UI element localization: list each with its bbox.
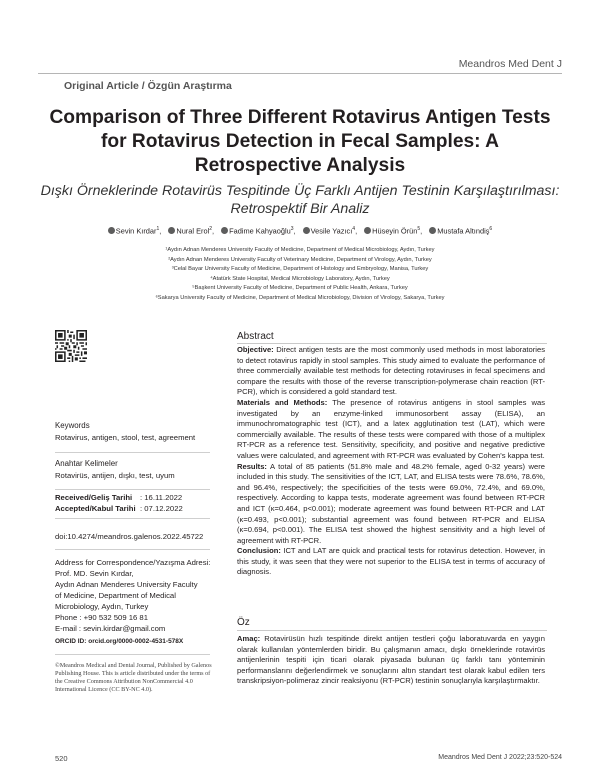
abstract-rule — [237, 343, 547, 344]
doi[interactable]: doi:10.4274/meandros.galenos.2022.45722 — [55, 532, 204, 541]
affiliation: ⁶Sakarya University Faculty of Medicine, Department of Medical Microbiology, Division of Virology, Sakarya, Turkey — [155, 294, 445, 301]
correspondence-email[interactable]: E-mail : sevin.kirdar@gmail.com — [55, 624, 166, 633]
divider — [55, 549, 210, 550]
author-name: Sevin Kırdar — [115, 226, 157, 236]
conclusion-text: ICT and LAT are quick and practical tests for rotavirus detection. However, in this study, it was seen that they were not superior to the ELISA test in terms of accuracy of diagnosis. — [237, 546, 545, 577]
oz-rule — [237, 630, 547, 631]
results-label: Results: — [237, 461, 267, 471]
accepted-label: Accepted/Kabul Tarihi — [55, 504, 136, 513]
divider — [55, 452, 210, 453]
correspondence — [55, 557, 225, 634]
conclusion-label: Conclusion: — [237, 546, 281, 556]
anahtar-kelimeler-heading: Anahtar Kelimeler — [55, 459, 118, 468]
divider — [55, 654, 210, 655]
correspondence-line: of Medicine, Department of Medical — [55, 591, 176, 600]
correspondence-line: Aydın Adnan Menderes University Faculty — [55, 580, 198, 589]
author-affil-mark: 6 — [489, 226, 493, 232]
results-text: A total of 85 patients (51.8% male and 48.2% female, aged 0-32 years) were included in this study. The sensitivities of the ICT, LAT, and ELISA tests were 78.6%, 78.6%, and 96.4%, respectively; the specificities of the tests were 69.0%, 72.4%, and 69.0%, respectively. According to kappa tests, moderate agreement was found between RT-PCR and ICT (κ=0.464, p<0.001); moderate agreement was found between RT-PCR and LAT (κ=0.493, p<0.001); substantial agreement was found between RT-PCR and ELISA (κ=0.694, p<0.001). The ELISA test showed the highest sensitivity and a high level of agreement with RT-PCR. — [237, 461, 545, 545]
received-date: : 16.11.2022 — [140, 493, 183, 502]
author-affil-mark: 1 — [156, 226, 160, 232]
orcid-id[interactable]: ORCID ID: orcid.org/0000-0002-4531-578X — [55, 638, 184, 645]
author-affil-mark: 3 — [290, 226, 294, 232]
article-title-turkish: Dışkı Örneklerinde Rotavirüs Tespitinde Üç Farklı Antijen Testinin Karşılaştırılması: Retrospektif Bir Analiz — [40, 183, 560, 217]
affiliations — [40, 246, 560, 303]
keywords-text: Rotavirus, antigen, stool, test, agreement — [55, 433, 196, 442]
article-dates — [55, 492, 225, 514]
objective-text: Direct antigen tests are the most commonly used methods in most laboratories to detect rotavirus rapidly in stool samples. This study aimed to evaluate the performance of three commercially available test methods for detecting rotaviruses in fecal specimens and compare the results with those of the reverse transcription-polymerase chain reaction (RT-PCR), which is considered a gold standard test. — [237, 345, 545, 397]
orcid-icon[interactable] — [221, 227, 228, 234]
abstract-conclusion — [237, 546, 545, 578]
qr-code-icon[interactable] — [55, 330, 87, 362]
affiliation: ³Celal Bayar University Faculty of Medicine, Department of Histology and Embryology, Manisa, Turkey — [171, 266, 429, 272]
objective-label: Objective: — [237, 345, 274, 354]
abstract-body — [237, 345, 545, 578]
correspondence-phone: Phone : +90 532 509 16 81 — [55, 613, 148, 622]
oz-heading: Öz — [237, 617, 250, 628]
author-name: Vesile Yazıcı — [310, 226, 353, 236]
author-affil-mark: 2 — [209, 226, 212, 232]
author-list: Sevin Kırdar$^1$, Nural Erol$^2$, Fadime Kahyaoğlu$^3$, Vesile Yazıcı$^4$, Hüseyin Örün$^5$, Mustafa Altındiş$^6$ — [40, 226, 560, 235]
author-name: Mustafa Altındiş — [437, 226, 490, 236]
journal-name: Meandros Med Dent J — [458, 58, 562, 70]
affiliation: ¹Aydın Adnan Menderes University Faculty of Medicine, Department of Medical Microbiology, Aydın, Turkey — [165, 247, 435, 253]
anahtar-kelimeler-text: Rotavirüs, antijen, dışkı, test, uyum — [55, 471, 175, 480]
orcid-icon[interactable] — [303, 227, 310, 234]
correspondence-line: Prof. MD. Sevin Kırdar, — [55, 569, 134, 578]
correspondence-heading: Address for Correspondence/Yazışma Adresi: — [55, 558, 211, 567]
abstract-methods — [237, 398, 545, 462]
author-affil-mark: 5 — [417, 226, 421, 232]
author-name: Nural Erol — [176, 226, 210, 236]
divider — [55, 518, 210, 519]
affiliation: ²Aydın Adnan Menderes University Faculty of Veterinary Medicine, Department of Virology, Aydın, Turkey — [168, 256, 432, 263]
orcid-icon[interactable] — [108, 227, 115, 234]
amac-label: Amaç: — [237, 634, 261, 643]
divider — [55, 489, 210, 490]
abstract-objective — [237, 345, 545, 398]
orcid-icon[interactable] — [168, 227, 175, 234]
orcid-icon[interactable] — [364, 227, 371, 234]
author-name: Fadime Kahyaoğlu — [229, 226, 291, 236]
license-notice: ©Meandros Medical and Dental Journal, Published by Galenos Publishing House. This is article distributed under the terms of the Creative Commons Attribution NonCommercial 4.0 International Licence (CC BY-NC 4.0). — [55, 662, 212, 693]
footer-citation: Meandros Med Dent J 2022;23:520-524 — [438, 754, 562, 761]
methods-text: The presence of rotavirus antigens in stool samples was investigated by an enzyme-linked immunosorbent assay (ELISA), an immunochromatographic test (ICT), and a latex agglutination test (LAT), which were commercially available. The results of these tests were compared with those of a multiplex RT-PCR as a reference test. Sensitivity, specificity, and positive and negative predictive values were calculated, and agreement with RT-PCR was evaluated by Cohen's kappa test. — [237, 397, 545, 460]
affiliation: ⁴Atatürk State Hospital, Medical Microbiology Laboratory, Aydın, Turkey — [210, 275, 390, 282]
header-rule — [38, 73, 562, 74]
orcid-icon[interactable] — [429, 227, 436, 234]
abstract-results — [237, 462, 545, 547]
oz-body — [237, 634, 545, 687]
received-label: Received/Geliş Tarihi — [55, 493, 133, 502]
article-title: Comparison of Three Different Rotavirus Antigen Tests for Rotavirus Detection in Fecal Samples: A Retrospective Analysis — [49, 107, 551, 176]
author-name: Hüseyin Örün — [372, 226, 418, 236]
affiliation: ⁵Başkent University Faculty of Medicine, Department of Public Health, Ankara, Turkey — [192, 285, 408, 291]
methods-label: Materials and Methods: — [237, 397, 328, 407]
keywords-heading: Keywords — [55, 421, 90, 430]
author-affil-mark: 4 — [352, 226, 356, 232]
page-number: 520 — [55, 754, 68, 763]
abstract-heading: Abstract — [237, 331, 274, 342]
amac-text: Rotavirüsün hızlı tespitinde direkt antijen testleri çoğu laboratuvarda en yaygın olarak kullanılan yöntemlerden biridir. Bu çalışmanın amacı, dışkı örneklerinde rotavirüs antijenlerinin tespiti için ticari olarak piyasada bulunan üç farklı tanı yönteminin performanslarını değerlendirmek ve sonuçlarını altın standart test olarak kabul edilen ters transkripsiyon-polimeraz zincir reaksiyonu (RT-PCR) testinin sonuçlarıyla karşılaştırmaktır. — [237, 634, 545, 686]
correspondence-line: Microbiology, Aydın, Turkey — [55, 602, 149, 611]
accepted-date: : 07.12.2022 — [140, 504, 183, 513]
article-type: Original Article / Özgün Araştırma — [64, 80, 232, 92]
